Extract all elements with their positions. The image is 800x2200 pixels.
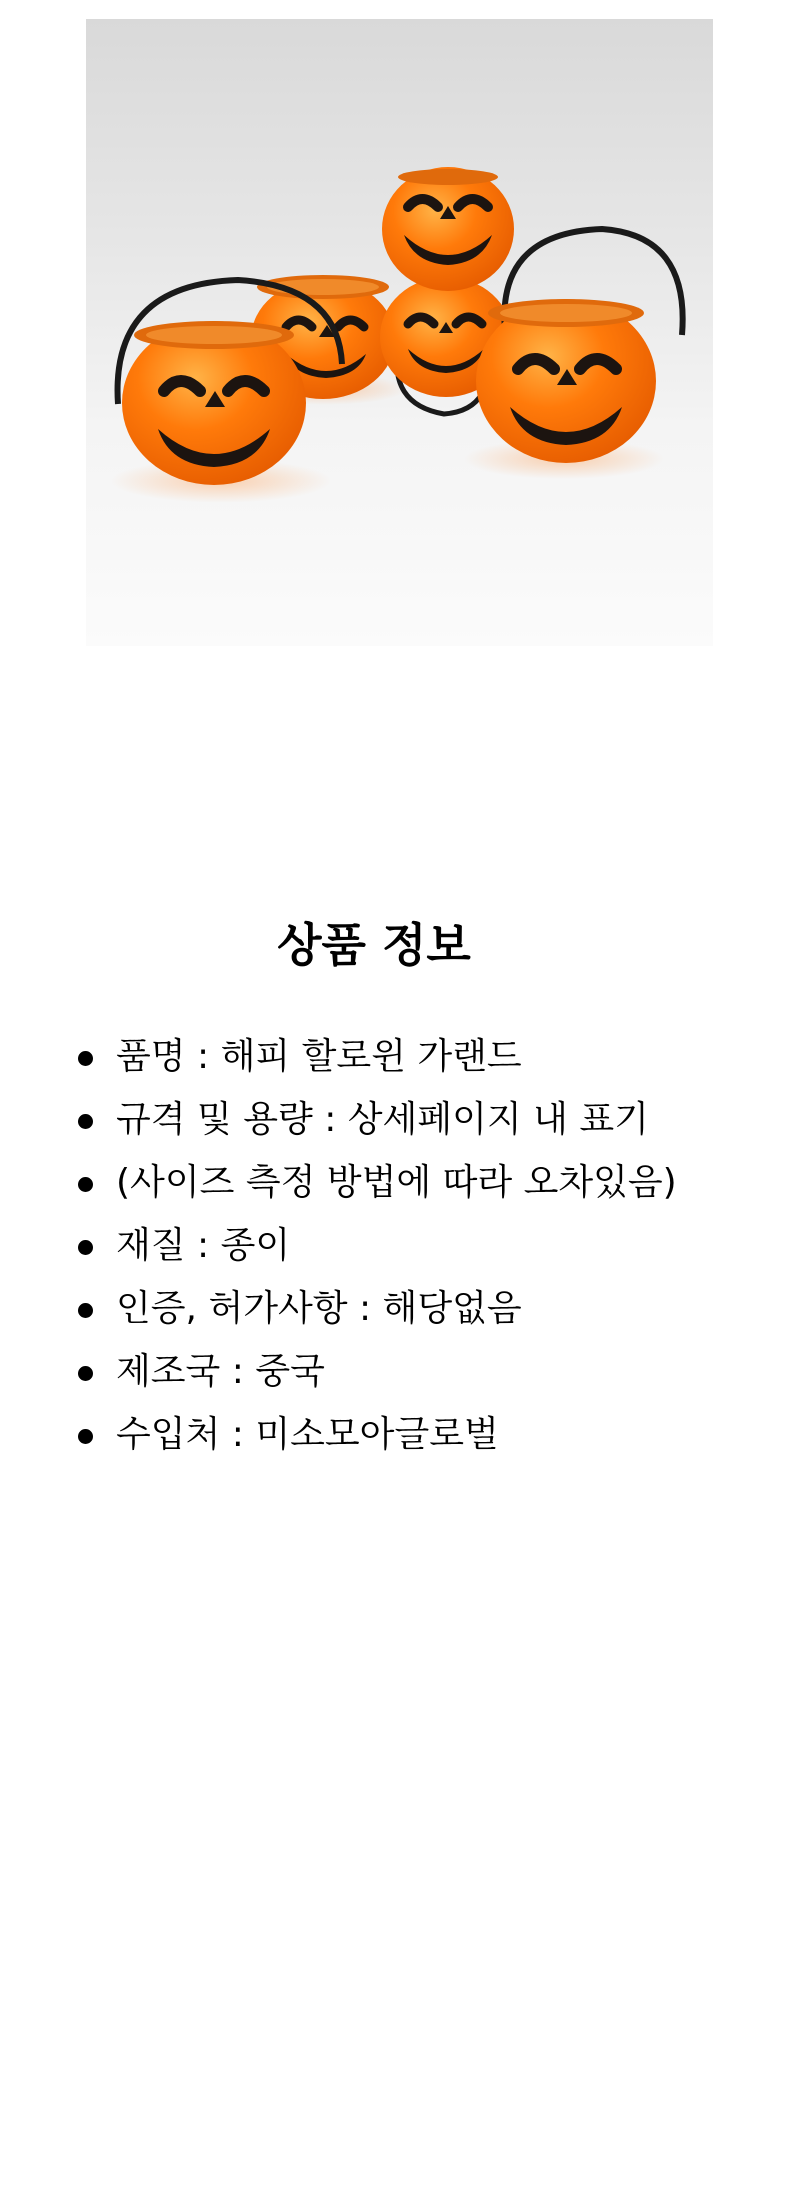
- bullet-icon: [78, 1240, 93, 1255]
- bullet-icon: [78, 1303, 93, 1318]
- product-info-list: [76, 1030, 776, 1471]
- pumpkin-buckets-illustration: [86, 19, 713, 646]
- pumpkin-front-right: [476, 229, 683, 463]
- product-info-item-text: 재질 : 종이: [116, 1225, 291, 1266]
- product-info-item-text: 제조국 : 중국: [116, 1351, 325, 1392]
- product-info-title: 상품 정보: [277, 918, 471, 972]
- product-info-item-size-note: [76, 1156, 776, 1219]
- product-photo: [86, 19, 713, 646]
- product-info-item-text: (사이즈 측정 방법에 따라 오차있음): [116, 1162, 677, 1203]
- product-info-item-text: 품명 : 해피 할로윈 가랜드: [116, 1036, 522, 1077]
- product-info-item-material: [76, 1219, 776, 1282]
- bullet-icon: [78, 1366, 93, 1381]
- product-info-item-certification: [76, 1282, 776, 1345]
- bullet-icon: [78, 1429, 93, 1444]
- product-info-item-text: 규격 및 용량 : 상세페이지 내 표기: [116, 1099, 649, 1140]
- product-info-item-importer: [76, 1408, 776, 1471]
- bullet-icon: [78, 1177, 93, 1192]
- bullet-icon: [78, 1114, 93, 1129]
- product-info-item-size: [76, 1093, 776, 1156]
- product-info-item-text: 수입처 : 미소모아글로벌: [116, 1414, 499, 1455]
- product-info-item-name: [76, 1030, 776, 1093]
- product-info-item-text: 인증, 허가사항 : 해당없음: [116, 1288, 522, 1329]
- bullet-icon: [78, 1051, 93, 1066]
- product-info-item-origin: [76, 1345, 776, 1408]
